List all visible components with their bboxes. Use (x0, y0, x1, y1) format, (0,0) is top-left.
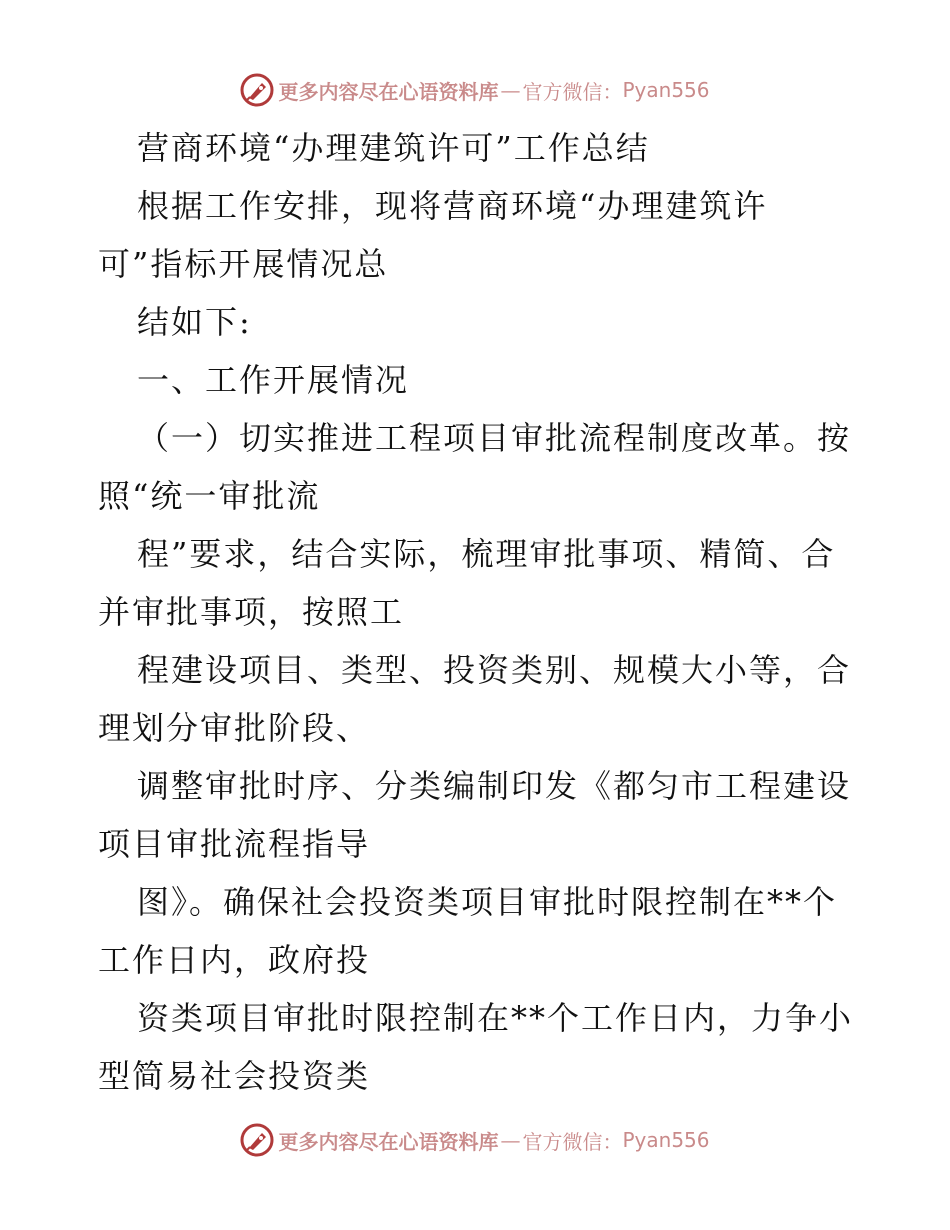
section-heading: 一、工作开展情况 (137, 361, 410, 399)
paragraph-line: （一）切实推进工程项目审批流程制度改革。按 (137, 419, 852, 457)
banner-official-label: 官方微信： (522, 1129, 623, 1154)
footer-watermark-banner (0, 1120, 950, 1160)
paragraph-line: 照“统一审批流 (98, 477, 321, 515)
paragraph-line: 程建设项目、类型、投资类别、规模大小等，合 (137, 651, 852, 689)
paragraph-line: 资类项目审批时限控制在**个工作日内，力争小 (137, 999, 854, 1037)
banner-brand-text: 更多内容尽在心语资料库 (278, 1129, 499, 1154)
paragraph-line: 型简易社会投资类 (98, 1057, 371, 1095)
document-title: 营商环境“办理建筑许可”工作总结 (137, 129, 650, 167)
banner-wechat-id: Pyan556 (622, 1128, 710, 1152)
pen-nib-logo-icon (240, 1123, 274, 1157)
paragraph-line: 并审批事项，按照工 (98, 593, 405, 631)
paragraph-line: 项目审批流程指导 (98, 825, 371, 863)
paragraph-line: 工作日内，政府投 (98, 941, 371, 979)
paragraph-line: 程”要求，结合实际，梳理审批事项、精简、合 (137, 535, 836, 573)
paragraph-line: 理划分审批阶段、 (98, 709, 371, 747)
banner-dash: — (500, 1128, 521, 1152)
pen-nib-logo-icon (240, 73, 274, 107)
paragraph-line: 可”指标开展情况总 (98, 245, 389, 283)
paragraph-line: 结如下: (137, 303, 252, 341)
header-watermark-banner (0, 70, 950, 110)
banner-official-label: 官方微信： (522, 79, 623, 104)
banner-wechat-id: Pyan556 (622, 78, 710, 102)
paragraph-line: 图》。确保社会投资类项目审批时限控制在**个 (137, 883, 838, 921)
paragraph-line: 调整审批时序、分类编制印发《都匀市工程建设 (137, 767, 852, 805)
banner-dash: — (500, 78, 521, 102)
banner-brand-text: 更多内容尽在心语资料库 (278, 79, 499, 104)
paragraph-line: 根据工作安排，现将营商环境“办理建筑许 (137, 187, 768, 225)
